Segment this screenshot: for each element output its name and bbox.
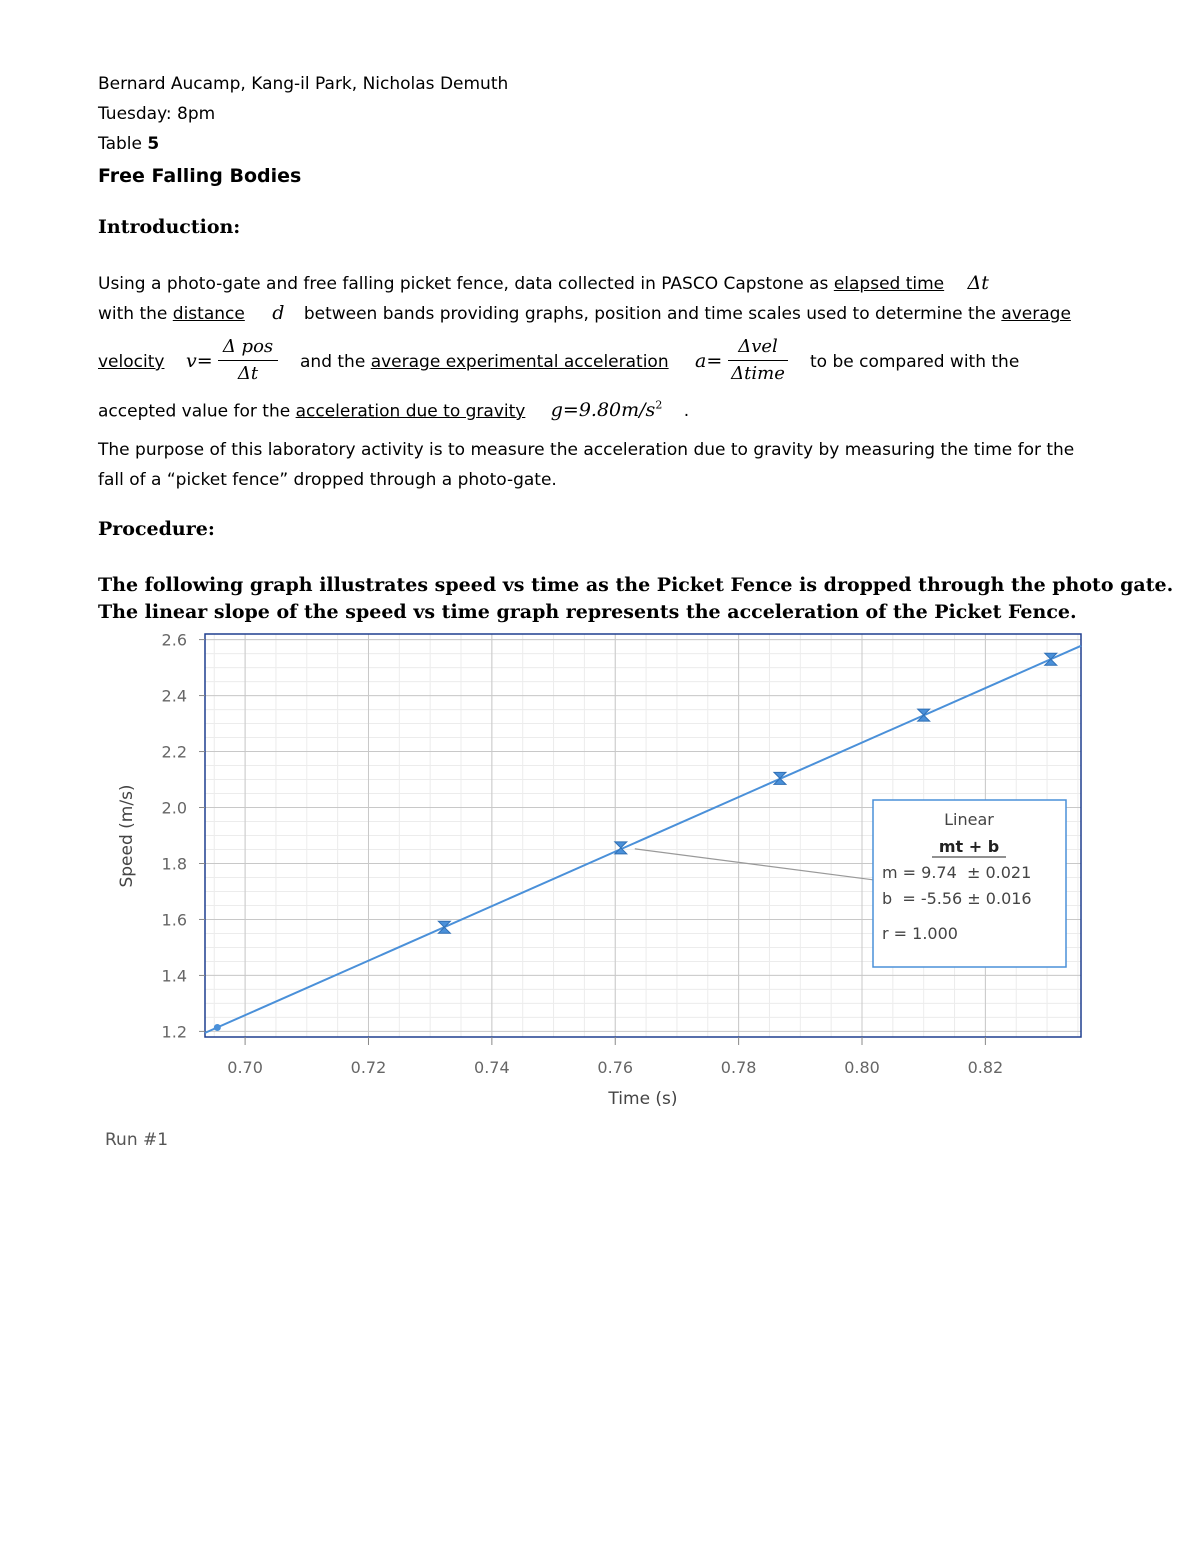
y-axis-label: Speed (m/s) [117,784,137,888]
data-point [438,921,450,933]
author-names: Bernard Aucamp, Kang-il Park, Nicholas Demuth [98,74,509,94]
fit-callout-line [635,849,873,880]
sentence-period: . [683,401,690,422]
intro-text: Using a photo-gate and free falling picket fence, data collected in PASCO Capstone as [98,274,829,294]
y-tick-label: 1.2 [161,1022,187,1042]
acceleration-denominator: Δtime [731,363,785,384]
data-point-marker [918,709,930,721]
y-tick-label: 2.2 [161,742,187,762]
fit-box-correlation: r = 1.000 [882,924,958,943]
x-tick-label: 0.80 [844,1058,880,1077]
introduction-heading: Introduction: [98,216,241,238]
graph-caption-line-1: The following graph illustrates speed vs time as the Picket Fence is dropped through the photo gate. [98,574,1174,596]
y-tick-label: 2.0 [161,798,187,818]
purpose-line-1: The purpose of this laboratory activity is to measure the acceleration due to gravity by measuring the time for the [98,440,1075,460]
y-tick-label: 2.4 [161,686,187,706]
y-tick-label: 2.6 [161,630,187,650]
table-number: 5 [147,134,160,154]
run-label: Run #1 [105,1130,169,1150]
x-tick-label: 0.72 [350,1058,387,1077]
intro-line-2 [98,302,1071,324]
acceleration-fraction [728,336,788,385]
y-tick-label: 1.4 [161,966,187,986]
table-label [98,134,159,154]
intro-line-3-mid [300,352,669,372]
gravity-exponent: 2 [655,399,663,412]
delta-t-symbol: Δt [967,272,989,294]
fit-info-box[interactable] [873,800,1066,967]
acceleration-numerator: Δvel [738,336,778,357]
velocity-equals: v= [186,350,213,372]
y-tick-label: 1.6 [161,910,187,930]
velocity-term: velocity [98,352,165,372]
table-label-text: Table [98,134,142,154]
intro-text: accepted value for the [98,401,291,422]
data-point-marker [774,772,786,784]
distance-symbol: d [272,302,285,324]
average-term: average [1001,304,1071,324]
data-point-marker [438,921,450,933]
gravity-term: acceleration due to gravity [295,401,526,422]
x-tick-label: 0.70 [227,1058,263,1077]
fit-box-slope: m = 9.74 ± 0.021 [882,863,1032,882]
session-time: Tuesday: 8pm [98,104,216,124]
acceleration-equals: a= [695,350,723,372]
data-point [774,772,786,784]
gravity-equation: g=9.80 [550,399,622,422]
data-point-marker [214,1024,221,1031]
y-tick-label: 1.8 [161,854,187,874]
intro-text: with the [98,304,168,324]
intro-line-3-end: to be compared with the [810,352,1020,372]
speed-vs-time-chart [100,630,1100,1120]
x-tick-label: 0.78 [720,1058,757,1077]
intro-line-1 [98,272,989,294]
gravity-value [551,399,663,421]
purpose-line-2: fall of a “picket fence” dropped through a photo-gate. [98,470,557,490]
intro-line-4 [98,399,689,421]
x-tick-label: 0.74 [474,1058,510,1077]
x-tick-label: 0.76 [597,1058,634,1077]
acceleration-term: average experimental acceleration [370,352,669,372]
fit-box-formula: mt + b [938,837,1000,856]
data-point [918,709,930,721]
document-title: Free Falling Bodies [98,165,302,187]
intro-text: and the [300,352,366,372]
fit-box-title: Linear [944,810,994,829]
distance-term: distance [172,304,245,324]
x-axis-label: Time (s) [608,1089,678,1109]
graph-caption-line-2: The linear slope of the speed vs time graph represents the acceleration of the Picket Fence. [98,601,1077,623]
velocity-fraction [218,336,278,385]
velocity-numerator: Δ pos [222,336,274,357]
fit-box-intercept: b = -5.56 ± 0.016 [882,889,1032,908]
data-point [214,1024,221,1031]
procedure-heading: Procedure: [98,518,215,540]
intro-text: between bands providing graphs, position and time scales used to determine the [303,304,996,324]
velocity-denominator: Δt [237,363,259,384]
elapsed-time-term: elapsed time [833,274,945,294]
gravity-unit: m/s [621,399,656,422]
x-tick-label: 0.82 [967,1058,1004,1077]
